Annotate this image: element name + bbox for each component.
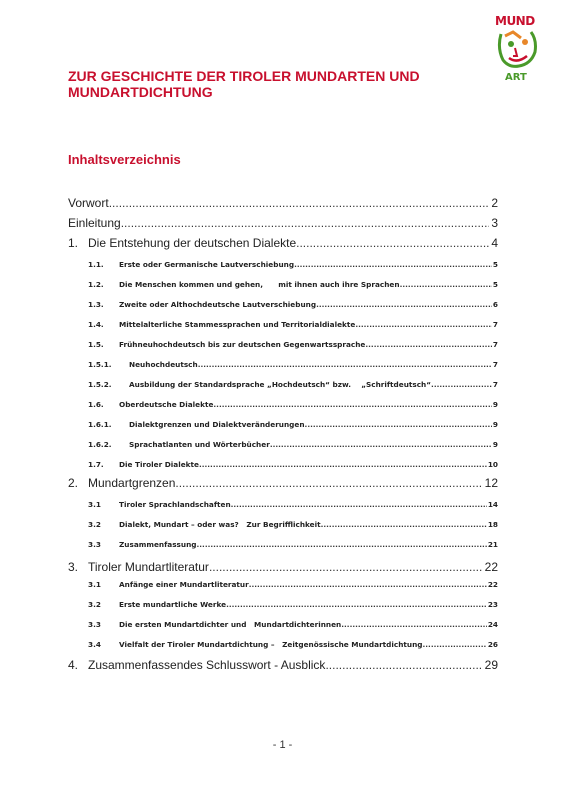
toc-entry-number: 1.2.	[88, 280, 104, 289]
toc-entry-number: 3.1	[88, 500, 101, 509]
toc-entry-title: Mittelalterliche Stammessprachen und Territorialdialekte	[119, 320, 356, 329]
toc-entry[interactable]	[68, 476, 498, 492]
toc-entry-number: 4.	[68, 658, 79, 672]
toc-entry-number: 1.3.	[88, 300, 104, 309]
toc-entry-title: Die ersten Mundartdichter und Mundartdichterinnen	[119, 620, 342, 629]
toc-entry[interactable]	[88, 280, 498, 290]
toc-entry-leader	[296, 236, 489, 250]
toc-entry-title: Die Entstehung der deutschen Dialekte	[88, 236, 297, 250]
toc-entry-title: Dialektgrenzen und Dialektveränderungen	[129, 420, 305, 429]
toc-heading: Inhaltsverzeichnis	[68, 152, 181, 167]
toc-entry[interactable]	[88, 620, 498, 630]
toc-entry-page: 7	[492, 360, 498, 369]
toc-entry[interactable]	[68, 658, 498, 674]
toc-entry-leader	[213, 400, 492, 409]
toc-entry-leader	[197, 540, 487, 549]
toc-entry-leader	[175, 476, 482, 490]
toc-entry[interactable]	[88, 580, 498, 590]
toc-entry-number: 3.	[68, 560, 79, 574]
toc-entry-title: Mundartgrenzen	[88, 476, 176, 490]
toc-entry-leader	[198, 360, 492, 369]
toc-entry-leader	[270, 440, 492, 449]
logo-text-bottom: ART	[505, 72, 527, 83]
toc-entry-page: 9	[492, 400, 498, 409]
toc-entry[interactable]	[68, 560, 498, 576]
toc-entry-leader	[305, 420, 492, 429]
toc-entry[interactable]	[88, 420, 498, 430]
toc-entry-leader	[249, 580, 487, 589]
toc-entry-page: 4	[491, 236, 498, 250]
toc-entry-page: 6	[492, 300, 498, 309]
toc-entry-number: 3.3	[88, 620, 101, 629]
toc-entry-page: 24	[487, 620, 498, 629]
toc-entry-leader	[226, 600, 487, 609]
toc-entry-page: 22	[487, 580, 498, 589]
toc-entry-number: 1.6.1.	[88, 420, 112, 429]
toc-entry-page: 10	[487, 460, 498, 469]
toc-entry-leader	[231, 500, 487, 509]
toc-entry-title: Die Menschen kommen und gehen, mit ihnen auch ihre Sprachen	[119, 280, 400, 289]
toc-entry-leader	[316, 300, 492, 309]
toc-entry-title: Dialekt, Mundart – oder was? Zur Begrifflichkeit	[119, 520, 321, 529]
toc-entry-title: Tiroler Mundartliteratur	[88, 560, 209, 574]
toc-entry-page: 7	[492, 320, 498, 329]
toc-entry-title: Tiroler Sprachlandschaften	[119, 500, 231, 509]
toc-entry-number: 1.5.2.	[88, 380, 112, 389]
toc-entry-leader	[325, 658, 482, 672]
toc-entry-page: 22	[484, 560, 498, 574]
toc-entry-page: 9	[492, 420, 498, 429]
toc-entry[interactable]	[88, 320, 498, 330]
toc-entry[interactable]	[88, 340, 498, 350]
toc-entry[interactable]	[88, 300, 498, 310]
toc-entry-page: 26	[487, 640, 498, 649]
toc-entry[interactable]	[88, 400, 498, 410]
toc-entry-page: 7	[492, 380, 498, 389]
toc-entry-number: 1.4.	[88, 320, 104, 329]
logo-text-top: MUND	[495, 14, 535, 28]
toc-entry-leader	[294, 260, 492, 269]
toc-entry-title: Zweite oder Althochdeutsche Lautverschiebung	[119, 300, 317, 309]
toc-entry[interactable]	[88, 460, 498, 470]
toc-entry[interactable]	[88, 540, 498, 550]
toc-entry-page: 2	[491, 196, 498, 210]
toc-entry-number: 3.2	[88, 600, 101, 609]
toc-entry-title: Die Tiroler Dialekte	[119, 460, 199, 469]
toc-entry-number: 3.2	[88, 520, 101, 529]
toc-entry-number: 1.6.2.	[88, 440, 112, 449]
toc-entry-number: 1.5.	[88, 340, 104, 349]
toc-entry-number: 3.1	[88, 580, 101, 589]
toc-entry-number: 3.3	[88, 540, 101, 549]
toc-entry-page: 18	[487, 520, 498, 529]
toc-entry-page: 5	[492, 280, 498, 289]
toc-entry-page: 12	[484, 476, 498, 490]
toc-entry-page: 14	[487, 500, 498, 509]
toc-entry-title: Sprachatlanten und Wörterbücher	[129, 440, 270, 449]
toc-entry-leader	[121, 216, 490, 230]
toc-entry-title: Zusammenfassung	[119, 540, 197, 549]
toc-entry[interactable]	[68, 236, 498, 252]
toc-entry[interactable]	[88, 640, 498, 650]
toc-entry-title: Anfänge einer Mundartliteratur	[119, 580, 249, 589]
toc-entry-number: 1.6.	[88, 400, 104, 409]
toc-entry[interactable]	[88, 260, 498, 270]
toc-entry[interactable]	[68, 216, 498, 232]
toc-entry-title: Frühneuhochdeutsch bis zur deutschen Gegenwartssprache	[119, 340, 366, 349]
toc-entry-page: 9	[492, 440, 498, 449]
toc-entry-title: Vorwort	[68, 196, 109, 210]
toc-entry-title: Vielfalt der Tiroler Mundartdichtung – Zeitgenössische Mundartdichtung	[119, 640, 423, 649]
toc-entry-number: 2.	[68, 476, 79, 490]
toc-entry-title: Einleitung	[68, 216, 121, 230]
toc-entry[interactable]	[68, 196, 498, 212]
toc-entry-title: Erste mundartliche Werke	[119, 600, 227, 609]
toc-entry-leader	[431, 380, 492, 389]
toc-entry-leader	[209, 560, 483, 574]
toc-entry-leader	[365, 340, 492, 349]
toc-entry-page: 21	[487, 540, 498, 549]
mundart-logo-icon	[491, 12, 547, 84]
toc-entry[interactable]	[88, 440, 498, 450]
toc-entry-page: 5	[492, 260, 498, 269]
toc-entry-leader	[423, 640, 487, 649]
toc-entry-leader	[321, 520, 487, 529]
toc-entry-leader	[109, 196, 490, 210]
toc-entry-leader	[355, 320, 492, 329]
toc-entry-number: 1.1.	[88, 260, 104, 269]
toc-entry-leader	[400, 280, 492, 289]
toc-entry-page: 7	[492, 340, 498, 349]
toc-entry-page: 29	[484, 658, 498, 672]
toc-entry[interactable]	[88, 360, 498, 370]
toc-entry-title: Erste oder Germanische Lautverschiebung	[119, 260, 295, 269]
toc-entry-title: Ausbildung der Standardsprache „Hochdeutsch“ bzw. „Schriftdeutsch“	[129, 380, 432, 389]
toc-entry-title: Zusammenfassendes Schlusswort - Ausblick	[88, 658, 326, 672]
document-title: ZUR GESCHICHTE DER TIROLER MUNDARTEN UND MUNDARTDICHTUNG	[68, 68, 420, 100]
toc-entry-number: 1.	[68, 236, 79, 250]
toc-entry-number: 1.7.	[88, 460, 104, 469]
toc-entry-page: 23	[487, 600, 498, 609]
toc-entry-title: Oberdeutsche Dialekte	[119, 400, 214, 409]
toc-entry-leader	[341, 620, 487, 629]
toc-entry-number: 3.4	[88, 640, 101, 649]
toc-entry-leader	[199, 460, 487, 469]
toc-entry-number: 1.5.1.	[88, 360, 112, 369]
toc-entry-page: 3	[491, 216, 498, 230]
toc-entry-title: Neuhochdeutsch	[129, 360, 198, 369]
toc-entry[interactable]	[88, 520, 498, 530]
page-number: - 1 -	[272, 739, 293, 751]
toc-entry[interactable]	[88, 500, 498, 510]
toc-entry[interactable]	[88, 380, 498, 390]
toc-entry[interactable]	[88, 600, 498, 610]
